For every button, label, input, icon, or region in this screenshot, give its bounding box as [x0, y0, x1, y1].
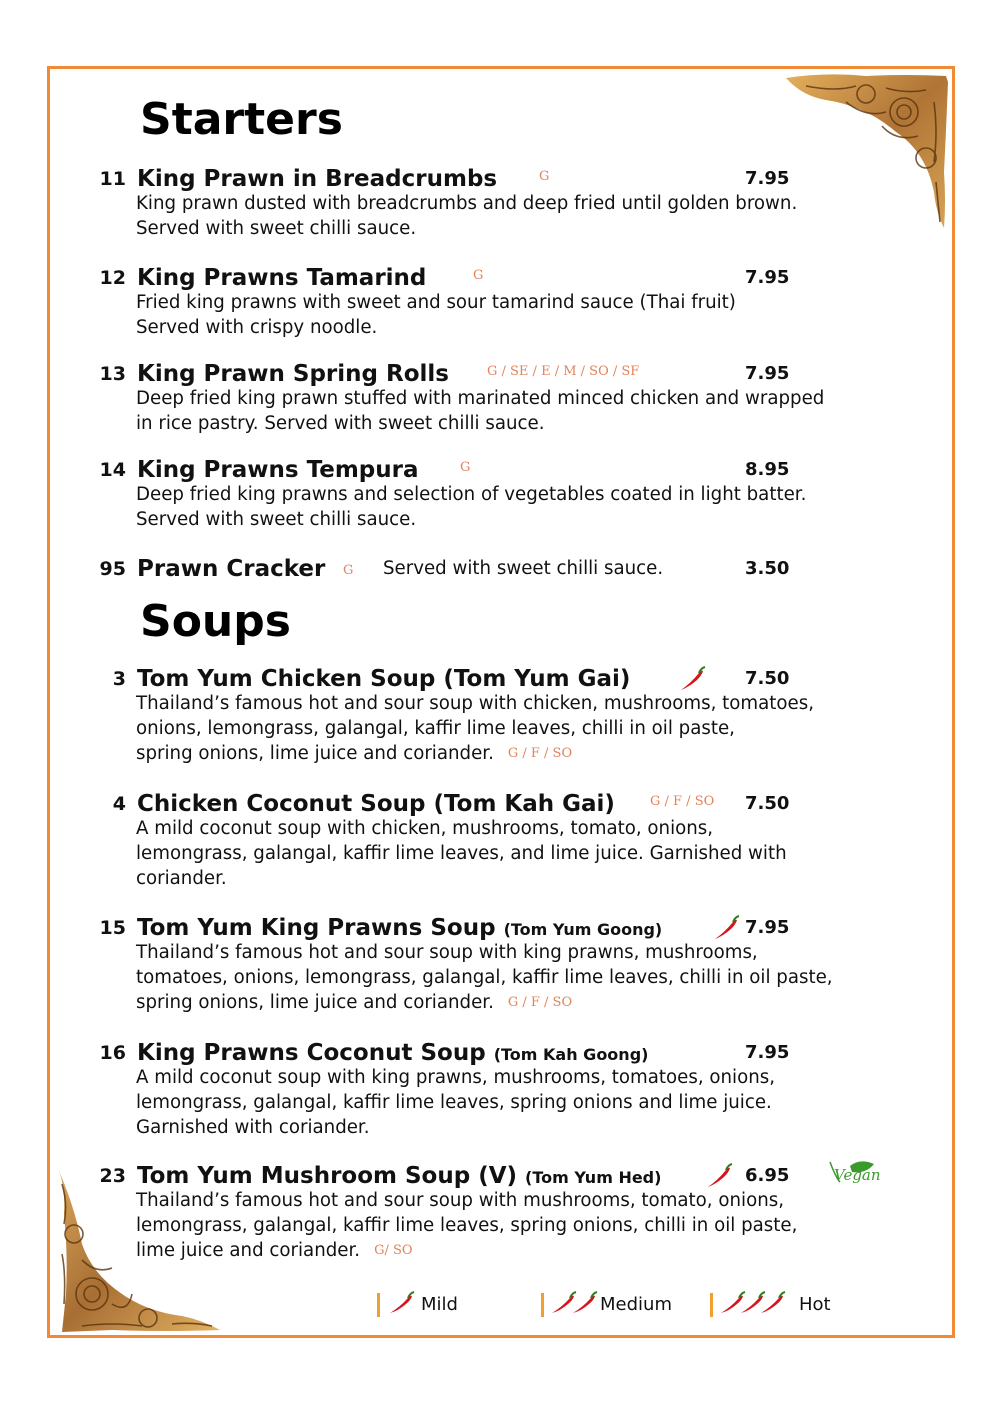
item-number: 15 — [99, 917, 126, 939]
item-number: 12 — [99, 267, 126, 289]
item-number: 14 — [99, 459, 126, 481]
item-price: 6.95 — [745, 1165, 790, 1186]
item-name: Prawn Cracker — [137, 556, 326, 582]
item-price: 7.95 — [745, 168, 790, 189]
item-name-text: King Prawns Coconut Soup — [137, 1040, 486, 1066]
item-name: King Prawn in Breadcrumbs — [137, 166, 498, 192]
allergen-codes: G / SE / E / M / SO / SF — [487, 364, 640, 379]
legend-label: Medium — [600, 1294, 672, 1315]
item-number: 4 — [112, 793, 126, 815]
allergen-codes: G — [343, 563, 354, 578]
allergen-codes: G — [539, 169, 550, 184]
item-number: 13 — [99, 363, 126, 385]
item-number: 16 — [99, 1042, 126, 1064]
item-name: Chicken Coconut Soup (Tom Kah Gai) — [137, 791, 615, 817]
item-description: A mild coconut soup with chicken, mushrooms, tomato, onions, lemongrass, galangal, kaffir lime leaves, and lime juice. Garnished with coriander. — [136, 818, 787, 889]
item-name-text: Tom Yum King Prawns Soup — [137, 915, 496, 941]
section-title-starters: Starters — [140, 94, 343, 145]
item-number: 95 — [99, 558, 126, 580]
item-description — [136, 1188, 926, 1263]
legend-label: Mild — [421, 1294, 458, 1315]
item-price: 7.95 — [745, 1042, 790, 1063]
legend-label: Hot — [799, 1294, 831, 1315]
item-description-text: Thailand’s famous hot and sour soup with king prawns, mushrooms, tomatoes, onions, lemongrass, galangal, kaffir lime leaves, chilli in oil paste, spring onions, lime juice and coriander. — [136, 942, 833, 1013]
item-price: 7.50 — [745, 793, 790, 814]
allergen-codes: G/ SO — [374, 1243, 413, 1258]
item-number: 11 — [99, 168, 126, 190]
item-description: Deep fried king prawn stuffed with marinated minced chicken and wrapped in rice pastry. Served with sweet chilli sauce. — [136, 388, 825, 434]
item-name: Tom Yum Chicken Soup (Tom Yum Gai) — [137, 666, 631, 692]
item-name-text: Tom Yum Mushroom Soup (V) — [137, 1163, 518, 1189]
vegan-label: Vegan — [834, 1166, 881, 1184]
allergen-codes: G — [473, 268, 484, 283]
allergen-codes: G / F / SO — [507, 746, 573, 761]
chili-pepper-icon — [704, 1162, 734, 1190]
item-description: A mild coconut soup with king prawns, mushrooms, tomatoes, onions, lemongrass, galangal, kaffir lime leaves, spring onions and lime juice. Garnished with coriander. — [136, 1067, 776, 1138]
item-description: Fried king prawns with sweet and sour tamarind sauce (Thai fruit) Served with crispy noodle. — [136, 292, 736, 338]
item-name: King Prawns Tempura — [137, 457, 419, 483]
item-description-text: Thailand’s famous hot and sour soup with mushrooms, tomato, onions, lemongrass, galangal, kaffir lime leaves, spring onions, chilli in oil paste, lime juice and coriander. — [136, 1190, 798, 1261]
item-description — [136, 691, 926, 766]
item-price: 7.95 — [745, 917, 790, 938]
chili-pepper-icon — [677, 665, 707, 693]
chili-pepper-icon — [711, 914, 741, 942]
item-description: Deep fried king prawns and selection of vegetables coated in light batter. Served with sweet chilli sauce. — [136, 484, 807, 530]
item-name: King Prawn Spring Rolls — [137, 361, 449, 387]
spice-legend — [0, 1290, 1000, 1320]
allergen-codes: G / F / SO — [507, 995, 573, 1010]
item-number: 3 — [112, 668, 126, 690]
item-thai-name: (Tom Yum Goong) — [503, 920, 663, 939]
item-price: 7.95 — [745, 267, 790, 288]
item-price: 7.50 — [745, 668, 790, 689]
item-price: 8.95 — [745, 459, 790, 480]
chili-pepper-icon — [718, 1290, 790, 1318]
chili-pepper-icon — [387, 1290, 417, 1318]
item-thai-name: (Tom Yum Hed) — [525, 1168, 662, 1187]
item-thai-name: (Tom Kah Goong) — [493, 1045, 649, 1064]
item-description — [136, 940, 926, 1015]
section-title-soups: Soups — [140, 596, 291, 647]
chili-pepper-icon — [549, 1290, 601, 1318]
item-price: 3.50 — [745, 558, 790, 579]
item-name: King Prawns Tamarind — [137, 265, 427, 291]
allergen-codes: G / F / SO — [650, 794, 715, 809]
item-description: King prawn dusted with breadcrumbs and deep fried until golden brown. Served with sweet chilli sauce. — [136, 193, 798, 239]
allergen-codes: G — [460, 460, 471, 475]
item-description: Served with sweet chilli sauce. — [383, 558, 664, 579]
item-number: 23 — [99, 1165, 126, 1187]
item-description-text: Thailand’s famous hot and sour soup with chicken, mushrooms, tomatoes, onions, lemongrass, galangal, kaffir lime leaves, chilli in oil paste, spring onions, lime juice and coriander. — [136, 693, 814, 764]
item-price: 7.95 — [745, 363, 790, 384]
